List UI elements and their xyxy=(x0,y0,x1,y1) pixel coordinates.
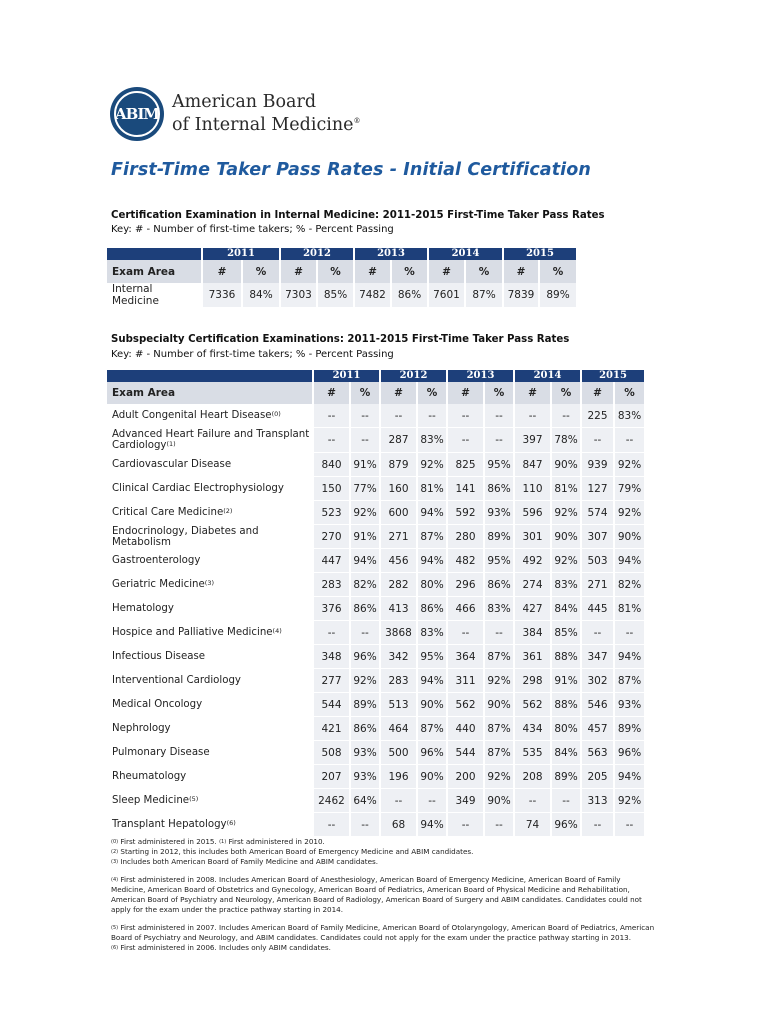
count-cell: 847 xyxy=(514,453,551,477)
percent-cell: 92% xyxy=(484,669,514,693)
percent-cell: -- xyxy=(484,428,514,453)
percent-cell: 90% xyxy=(417,693,447,717)
table-row xyxy=(107,477,644,501)
count-cell: 271 xyxy=(380,525,417,549)
count-cell: 456 xyxy=(380,549,417,573)
count-cell: 466 xyxy=(447,597,484,621)
count-cell: 500 xyxy=(380,741,417,765)
table-row xyxy=(107,693,644,717)
percent-cell: 81% xyxy=(551,477,581,501)
count-cell: 313 xyxy=(581,789,614,813)
count-cell: -- xyxy=(313,813,350,837)
percent-cell: 93% xyxy=(350,741,380,765)
count-cell: -- xyxy=(447,813,484,837)
table-row xyxy=(107,453,644,477)
percent-cell: 90% xyxy=(484,693,514,717)
count-cell: 939 xyxy=(581,453,614,477)
table-row xyxy=(107,501,644,525)
count-cell: 68 xyxy=(380,813,417,837)
percent-cell: 87% xyxy=(417,717,447,741)
count-cell: 311 xyxy=(447,669,484,693)
count-cell: -- xyxy=(581,621,614,645)
column-header-row: Exam Area # % # % # % # % # % xyxy=(107,382,644,404)
exam-area-cell: Hospice and Palliative Medicine$^{(4)}$ xyxy=(107,621,313,645)
count-cell: 376 xyxy=(313,597,350,621)
count-cell: -- xyxy=(447,621,484,645)
count-cell: 277 xyxy=(313,669,350,693)
count-cell: 447 xyxy=(313,549,350,573)
count-cell: 361 xyxy=(514,645,551,669)
percent-cell: 94% xyxy=(417,501,447,525)
count-cell: 384 xyxy=(514,621,551,645)
count-cell: 427 xyxy=(514,597,551,621)
count-cell: 342 xyxy=(380,645,417,669)
abim-seal-icon: ABIM xyxy=(110,87,164,141)
percent-cell: 83% xyxy=(614,404,644,428)
year-header: 2014 xyxy=(514,370,581,382)
count-cell: 535 xyxy=(514,741,551,765)
count-cell: -- xyxy=(581,813,614,837)
percent-cell: 95% xyxy=(484,549,514,573)
percent-cell: 84% xyxy=(551,597,581,621)
count-cell: 596 xyxy=(514,501,551,525)
percent-cell: -- xyxy=(350,428,380,453)
percent-cell: 91% xyxy=(551,669,581,693)
percent-cell: 81% xyxy=(614,597,644,621)
percent-cell: 84% xyxy=(551,741,581,765)
exam-area-cell: Infectious Disease xyxy=(107,645,313,669)
percent-cell: 94% xyxy=(417,549,447,573)
percent-cell: 90% xyxy=(484,789,514,813)
percent-cell: -- xyxy=(350,404,380,428)
count-cell: 196 xyxy=(380,765,417,789)
exam-area-cell: Medical Oncology xyxy=(107,693,313,717)
percent-cell: 88% xyxy=(551,645,581,669)
count-cell: 574 xyxy=(581,501,614,525)
table-row xyxy=(107,525,644,549)
exam-area-cell: Adult Congenital Heart Disease$^{(0)}$ xyxy=(107,404,313,428)
year-header: 2015 xyxy=(581,370,644,382)
count-cell: 160 xyxy=(380,477,417,501)
year-header: 2013 xyxy=(354,248,428,260)
abim-logo xyxy=(110,82,360,146)
section1-title: Certification Examination in Internal Medicine: 2011-2015 First-Time Taker Pass Rates xyxy=(111,210,605,221)
count-cell: 298 xyxy=(514,669,551,693)
percent-cell: 92% xyxy=(484,765,514,789)
count-cell: 348 xyxy=(313,645,350,669)
year-header: 2011 xyxy=(313,370,380,382)
exam-area-cell: Nephrology xyxy=(107,717,313,741)
percent-cell: 90% xyxy=(614,525,644,549)
count-cell: 562 xyxy=(447,693,484,717)
table-row xyxy=(107,404,644,428)
percent-cell: 87% xyxy=(417,525,447,549)
percent-cell: 96% xyxy=(350,645,380,669)
exam-area-cell: Rheumatology xyxy=(107,765,313,789)
year-header-row xyxy=(107,370,644,382)
exam-area-cell: Geriatric Medicine$^{(3)}$ xyxy=(107,573,313,597)
count-cell: 563 xyxy=(581,741,614,765)
percent-cell: 96% xyxy=(417,741,447,765)
percent-cell: 94% xyxy=(614,645,644,669)
table-row xyxy=(107,669,644,693)
table-row xyxy=(107,645,644,669)
count-cell: -- xyxy=(514,789,551,813)
percent-cell: 87% xyxy=(614,669,644,693)
count-cell: 413 xyxy=(380,597,417,621)
percent-cell: -- xyxy=(614,428,644,453)
percent-cell: 86% xyxy=(350,597,380,621)
count-cell: 492 xyxy=(514,549,551,573)
percent-cell: 82% xyxy=(350,573,380,597)
count-cell: 3868 xyxy=(380,621,417,645)
count-cell: 141 xyxy=(447,477,484,501)
percent-cell: 83% xyxy=(551,573,581,597)
count-cell: 825 xyxy=(447,453,484,477)
count-cell: 283 xyxy=(380,669,417,693)
percent-cell: 92% xyxy=(614,453,644,477)
percent-cell: -- xyxy=(484,813,514,837)
percent-cell: 86% xyxy=(350,717,380,741)
count-cell: 544 xyxy=(447,741,484,765)
table-row xyxy=(107,813,644,837)
page-title: First-Time Taker Pass Rates - Initial Certification xyxy=(111,160,591,180)
exam-area-cell: Advanced Heart Failure and Transplant Cardiology$^{(1)}$ xyxy=(107,428,313,453)
count-cell: 307 xyxy=(581,525,614,549)
table-row xyxy=(107,573,644,597)
count-cell: 600 xyxy=(380,501,417,525)
percent-cell: 80% xyxy=(417,573,447,597)
percent-cell: -- xyxy=(350,813,380,837)
percent-cell: 64% xyxy=(350,789,380,813)
percent-cell: 88% xyxy=(551,693,581,717)
percent-cell: 83% xyxy=(417,428,447,453)
section2-key: Key: # - Number of first-time takers; % - Percent Passing xyxy=(111,349,394,360)
percent-cell: 96% xyxy=(551,813,581,837)
count-cell: 274 xyxy=(514,573,551,597)
exam-area-cell: Clinical Cardiac Electrophysiology xyxy=(107,477,313,501)
count-cell: 205 xyxy=(581,765,614,789)
count-cell: 840 xyxy=(313,453,350,477)
percent-cell: 89% xyxy=(484,525,514,549)
year-header: 2015 xyxy=(503,248,576,260)
count-cell: 150 xyxy=(313,477,350,501)
internal-medicine-table xyxy=(107,248,576,307)
count-cell: -- xyxy=(313,404,350,428)
count-cell: 503 xyxy=(581,549,614,573)
percent-cell: 94% xyxy=(417,813,447,837)
count-cell: 208 xyxy=(514,765,551,789)
exam-area-cell: Sleep Medicine$^{(5)}$ xyxy=(107,789,313,813)
percent-cell: 90% xyxy=(551,525,581,549)
section2-title: Subspecialty Certification Examinations: 2011-2015 First-Time Taker Pass Rates xyxy=(111,334,570,345)
percent-cell: 86% xyxy=(417,597,447,621)
percent-cell: 92% xyxy=(350,501,380,525)
count-cell: 347 xyxy=(581,645,614,669)
count-cell: 127 xyxy=(581,477,614,501)
count-cell: 397 xyxy=(514,428,551,453)
year-header: 2011 xyxy=(202,248,280,260)
percent-cell: 82% xyxy=(614,573,644,597)
footnotes: $^{(0)}$ First administered in 2015. $^{(1)}$ First administered in 2010. $^{(2)}$ Starting in 2012, this includes both American Board of Emergency Medicine and ABIM candidates. $^{(3)}$ Includes both American Board of Family Medicine and ABIM candidates. $^{(4)}$ First administered in 2008. Includes American Board of Anesthesiology, American Board of Emergency Medicine, American Board of Family Medicine, American Board of Obstetrics and Gynecology, American Board of Pediatrics, American Board of Physical Medicine and Rehabilitation, American Board of Psychiatry and Neurology, American Board of Radiology, American Board of Surgery and ABIM candidates. Candidates could not apply for the exam under the practice pathway starting in 2014. $^{(5)}$ First administered in 2007. Includes American Board of Family Medicine, American Board of Otolaryngology, American Board of Pediatrics, American Board of Psychiatry and Neurology, and ABIM candidates. Candidates could not apply for the exam under the practice pathway starting in 2013. $^{(6)}$ First administered in 2006. Includes only ABIM candidates. xyxy=(111,837,655,952)
percent-cell: 94% xyxy=(614,549,644,573)
percent-cell: 83% xyxy=(484,597,514,621)
percent-cell: -- xyxy=(484,621,514,645)
table-row xyxy=(107,597,644,621)
exam-area-cell: Endocrinology, Diabetes and Metabolism xyxy=(107,525,313,549)
percent-cell: 91% xyxy=(350,453,380,477)
count-cell: 464 xyxy=(380,717,417,741)
percent-cell: -- xyxy=(484,404,514,428)
count-cell: 421 xyxy=(313,717,350,741)
count-cell: -- xyxy=(313,428,350,453)
percent-cell: -- xyxy=(417,789,447,813)
year-header: 2013 xyxy=(447,370,514,382)
count-cell: 364 xyxy=(447,645,484,669)
percent-cell: 93% xyxy=(614,693,644,717)
count-cell: 271 xyxy=(581,573,614,597)
year-header: 2012 xyxy=(380,370,447,382)
exam-area-cell: Pulmonary Disease xyxy=(107,741,313,765)
count-cell: 270 xyxy=(313,525,350,549)
table-row xyxy=(107,717,644,741)
org-name: American Board of Internal Medicine® xyxy=(172,92,361,135)
subspecialty-table xyxy=(107,370,644,837)
percent-cell: 95% xyxy=(417,645,447,669)
count-cell: -- xyxy=(380,789,417,813)
count-cell: 200 xyxy=(447,765,484,789)
count-cell: 457 xyxy=(581,717,614,741)
percent-cell: 92% xyxy=(350,669,380,693)
exam-area-cell: Cardiovascular Disease xyxy=(107,453,313,477)
percent-cell: 79% xyxy=(614,477,644,501)
table-row: Internal Medicine 7336 84% 7303 85% 7482 86% 7601 87% 7839 89% xyxy=(107,283,576,307)
count-cell: 110 xyxy=(514,477,551,501)
percent-cell: -- xyxy=(614,813,644,837)
percent-cell: 87% xyxy=(484,741,514,765)
percent-cell: 89% xyxy=(614,717,644,741)
count-cell: 523 xyxy=(313,501,350,525)
count-cell: 440 xyxy=(447,717,484,741)
year-header: 2012 xyxy=(280,248,354,260)
percent-cell: 96% xyxy=(614,741,644,765)
year-header: 2014 xyxy=(428,248,503,260)
percent-cell: 85% xyxy=(551,621,581,645)
percent-cell: 86% xyxy=(484,573,514,597)
percent-cell: 92% xyxy=(551,549,581,573)
exam-area-cell: Gastroenterology xyxy=(107,549,313,573)
percent-cell: 77% xyxy=(350,477,380,501)
percent-cell: 91% xyxy=(350,525,380,549)
percent-cell: 90% xyxy=(551,453,581,477)
table-row xyxy=(107,428,644,453)
count-cell: 445 xyxy=(581,597,614,621)
percent-cell: -- xyxy=(614,621,644,645)
count-cell: -- xyxy=(581,428,614,453)
count-cell: -- xyxy=(514,404,551,428)
percent-cell: 87% xyxy=(484,717,514,741)
exam-area-cell: Critical Care Medicine$^{(2)}$ xyxy=(107,501,313,525)
table-row xyxy=(107,741,644,765)
percent-cell: 92% xyxy=(417,453,447,477)
year-header-row xyxy=(107,248,576,260)
count-cell: 301 xyxy=(514,525,551,549)
count-cell: -- xyxy=(313,621,350,645)
percent-cell: 90% xyxy=(417,765,447,789)
percent-cell: 83% xyxy=(417,621,447,645)
count-cell: 287 xyxy=(380,428,417,453)
table-row xyxy=(107,765,644,789)
exam-area-cell: Hematology xyxy=(107,597,313,621)
percent-cell: 95% xyxy=(484,453,514,477)
table-row xyxy=(107,789,644,813)
count-cell: 225 xyxy=(581,404,614,428)
count-cell: -- xyxy=(447,404,484,428)
percent-cell: -- xyxy=(350,621,380,645)
count-cell: 513 xyxy=(380,693,417,717)
count-cell: 482 xyxy=(447,549,484,573)
count-cell: 508 xyxy=(313,741,350,765)
exam-area-cell: Transplant Hepatology$^{(6)}$ xyxy=(107,813,313,837)
count-cell: 546 xyxy=(581,693,614,717)
percent-cell: 92% xyxy=(551,501,581,525)
percent-cell: 86% xyxy=(484,477,514,501)
count-cell: 296 xyxy=(447,573,484,597)
count-cell: -- xyxy=(380,404,417,428)
percent-cell: -- xyxy=(551,404,581,428)
count-cell: 544 xyxy=(313,693,350,717)
count-cell: 879 xyxy=(380,453,417,477)
count-cell: 207 xyxy=(313,765,350,789)
count-cell: 283 xyxy=(313,573,350,597)
percent-cell: 93% xyxy=(484,501,514,525)
percent-cell: 89% xyxy=(551,765,581,789)
percent-cell: 94% xyxy=(350,549,380,573)
count-cell: 434 xyxy=(514,717,551,741)
percent-cell: -- xyxy=(551,789,581,813)
count-cell: 280 xyxy=(447,525,484,549)
percent-cell: 89% xyxy=(350,693,380,717)
percent-cell: -- xyxy=(417,404,447,428)
percent-cell: 87% xyxy=(484,645,514,669)
table-row xyxy=(107,549,644,573)
percent-cell: 92% xyxy=(614,501,644,525)
count-cell: 349 xyxy=(447,789,484,813)
count-cell: 74 xyxy=(514,813,551,837)
percent-cell: 94% xyxy=(417,669,447,693)
percent-cell: 81% xyxy=(417,477,447,501)
count-cell: 282 xyxy=(380,573,417,597)
percent-cell: 93% xyxy=(350,765,380,789)
count-cell: 562 xyxy=(514,693,551,717)
percent-cell: 92% xyxy=(614,789,644,813)
section1-key: Key: # - Number of first-time takers; % - Percent Passing xyxy=(111,224,394,235)
percent-cell: 78% xyxy=(551,428,581,453)
column-header-row: Exam Area # % # % # % # % # % xyxy=(107,260,576,283)
table-row xyxy=(107,621,644,645)
count-cell: -- xyxy=(447,428,484,453)
count-cell: 302 xyxy=(581,669,614,693)
percent-cell: 80% xyxy=(551,717,581,741)
exam-area-cell: Interventional Cardiology xyxy=(107,669,313,693)
count-cell: 592 xyxy=(447,501,484,525)
count-cell: 2462 xyxy=(313,789,350,813)
percent-cell: 94% xyxy=(614,765,644,789)
